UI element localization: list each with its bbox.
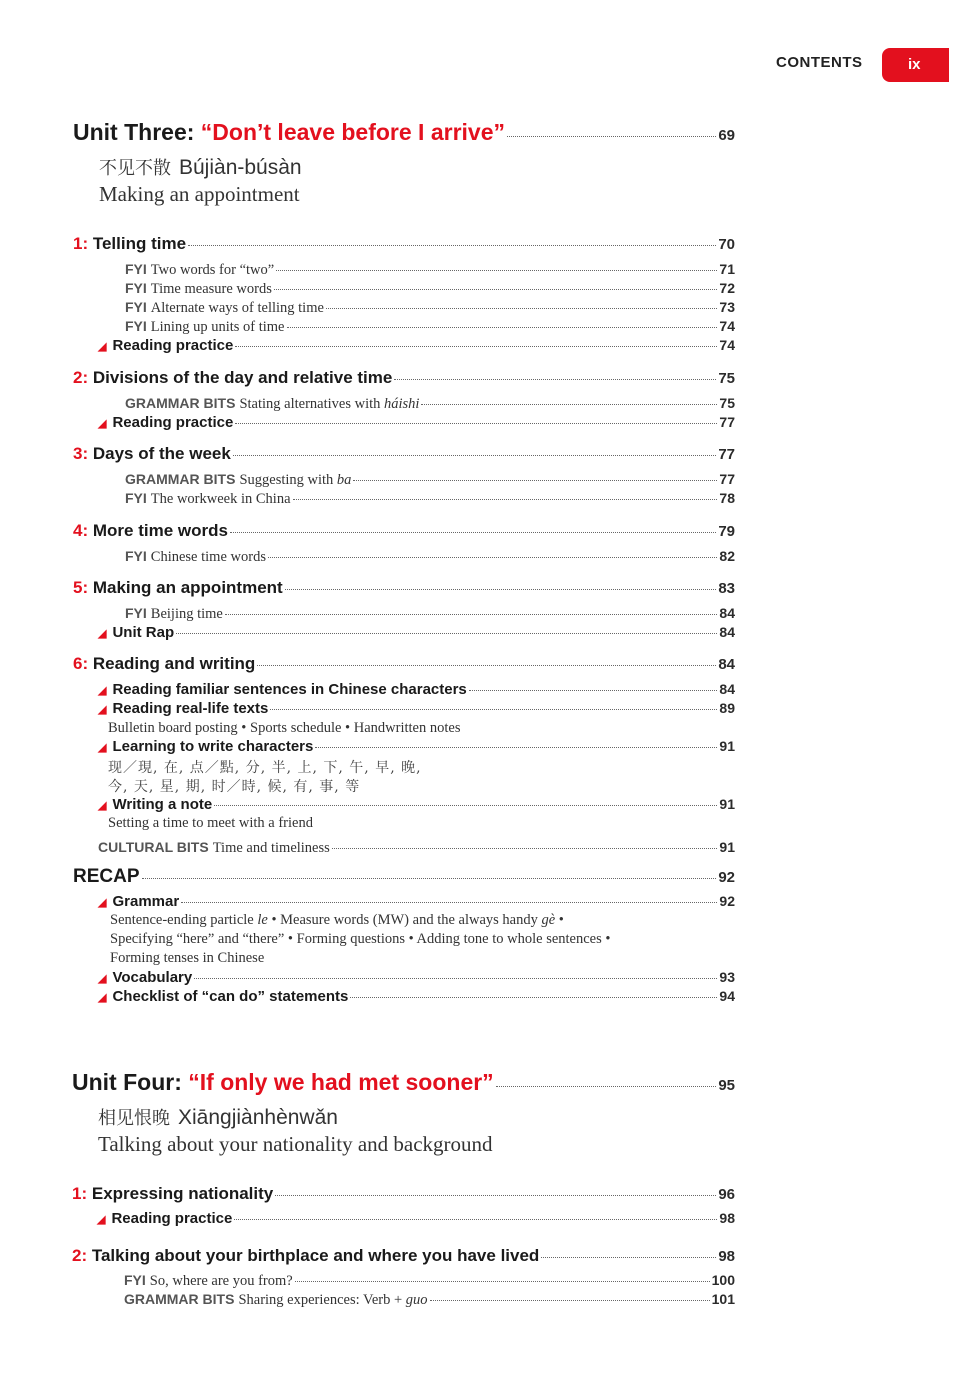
entry-text <box>125 605 223 623</box>
entry-text <box>73 654 255 674</box>
entry-text <box>125 395 419 413</box>
page-ref: 98 <box>719 1210 735 1226</box>
section-title: CONTENTS <box>776 54 863 71</box>
entry-text: Talking about your birthplace and where you have lived <box>91 1246 540 1265</box>
lesson-number: 4: <box>73 521 89 540</box>
entry-text: Sharing experiences: Verb + <box>238 1292 403 1308</box>
page-ref: 91 <box>719 738 735 754</box>
unit-chinese-title <box>99 154 302 180</box>
page-ref: 92 <box>719 893 735 909</box>
entry-text <box>98 969 192 986</box>
fyi-entry[interactable] <box>125 280 735 298</box>
page-ref: 70 <box>718 236 735 253</box>
grammar-bits-entry[interactable] <box>125 471 735 489</box>
entry-text <box>125 471 351 489</box>
dot-leader <box>235 346 717 347</box>
cultural-bits-entry[interactable] <box>98 839 735 857</box>
fyi-entry[interactable] <box>125 490 735 508</box>
fyi-entry[interactable] <box>125 261 735 279</box>
dot-leader <box>257 665 716 666</box>
entry-text: Reading practice <box>112 414 234 431</box>
entry-text: Alternate ways of telling time <box>150 300 324 316</box>
entry-text: Unit Rap <box>112 624 175 641</box>
activity-entry[interactable] <box>98 414 735 431</box>
dot-leader <box>315 747 717 748</box>
fyi-entry[interactable] <box>125 318 735 336</box>
unit-three-entry[interactable] <box>73 119 735 146</box>
entry-text: Making an appointment <box>92 578 283 597</box>
entry-text: Reading practice <box>111 1210 233 1227</box>
entry-text: So, where are you from? <box>149 1273 293 1289</box>
entry-text <box>72 1184 273 1204</box>
arrow-bullet-icon: ◢ <box>98 704 107 716</box>
entry-text: Time measure words <box>150 281 272 297</box>
page-ref: 91 <box>719 796 735 812</box>
page-ref: 73 <box>719 299 735 315</box>
unit-title <box>73 119 505 146</box>
lesson-3-entry[interactable] <box>73 444 735 464</box>
lesson-4-entry[interactable] <box>73 521 735 541</box>
entry-text: Unit Four: <box>72 1069 182 1095</box>
entry-text: Chinese time words <box>150 549 266 565</box>
entry-tag: GRAMMAR BITS <box>125 395 236 411</box>
page-ref: 93 <box>719 969 735 985</box>
entry-tag: GRAMMAR BITS <box>125 471 236 487</box>
entry-tag: FYI <box>125 548 147 564</box>
lesson-number: 3: <box>73 444 89 463</box>
page-ref: 89 <box>719 700 735 716</box>
entry-text <box>73 444 231 464</box>
entry-text <box>73 578 283 598</box>
arrow-bullet-icon: ◢ <box>98 897 107 909</box>
entry-text: Writing a note <box>112 796 213 813</box>
entry-text: Bújiàn-búsàn <box>179 156 302 179</box>
dot-leader <box>295 1281 710 1282</box>
entry-text <box>98 839 330 857</box>
lesson-number: 5: <box>73 578 89 597</box>
entry-text: Telling time <box>92 234 187 253</box>
entry-text <box>98 700 268 717</box>
dot-leader <box>235 423 717 424</box>
unit-chinese-title <box>98 1104 338 1130</box>
entry-text: Reading practice <box>112 337 234 354</box>
page-ref: 83 <box>718 580 735 597</box>
dot-leader <box>541 1257 716 1258</box>
activity-entry[interactable] <box>98 893 735 910</box>
fyi-entry[interactable] <box>125 605 735 623</box>
entry-text: • <box>558 912 564 928</box>
entry-text: Reading familiar sentences in Chinese characters <box>112 681 467 698</box>
page-ref: 101 <box>711 1291 735 1307</box>
entry-text: Xiāngjiànhènwǎn <box>178 1106 338 1129</box>
dot-leader <box>142 878 717 879</box>
arrow-bullet-icon: ◢ <box>98 742 107 754</box>
dot-leader <box>326 308 717 309</box>
grammar-bits-entry[interactable] <box>124 1291 735 1309</box>
entry-text: le <box>257 912 268 928</box>
entry-text <box>125 280 272 298</box>
entry-text <box>125 261 274 279</box>
page-ref: 92 <box>718 869 735 886</box>
page-ref: 84 <box>719 681 735 697</box>
entry-text: Stating alternatives with <box>239 396 381 412</box>
entry-tag: FYI <box>125 261 147 277</box>
entry-text: 相见恨晚 <box>98 1108 170 1129</box>
page-ref: 94 <box>719 988 735 1004</box>
arrow-bullet-icon: ◢ <box>98 341 107 353</box>
entry-text <box>124 1272 293 1290</box>
recap-grammar-topics: Specifying “here” and “there” • Forming questions • Adding tone to whole sentences • <box>110 931 611 947</box>
activity-entry[interactable] <box>98 624 735 641</box>
dot-leader <box>350 997 717 998</box>
dot-leader <box>275 1195 716 1196</box>
entry-text <box>98 414 233 431</box>
fyi-entry[interactable] <box>125 548 735 566</box>
entry-text <box>125 548 266 566</box>
character-list: 现／現, 在, 点／點, 分, 半, 上, 下, 午, 早, 晚, <box>108 760 422 776</box>
dot-leader <box>214 805 717 806</box>
page-ref: 84 <box>719 605 735 621</box>
dot-leader <box>421 404 717 405</box>
lesson-2-entry[interactable] <box>72 1246 735 1266</box>
arrow-bullet-icon: ◢ <box>98 685 107 697</box>
lesson-number: 6: <box>73 654 89 673</box>
entry-text: gè <box>541 912 556 928</box>
entry-text: Reading and writing <box>92 654 256 673</box>
arrow-bullet-icon: ◢ <box>98 418 107 430</box>
entry-text: Grammar <box>112 893 180 910</box>
fyi-entry[interactable] <box>124 1272 735 1290</box>
entry-text: ba <box>336 472 352 488</box>
dot-leader <box>332 848 718 849</box>
page-ref: 71 <box>719 261 735 277</box>
entry-tag: FYI <box>125 490 147 506</box>
entry-text <box>72 1246 539 1266</box>
entry-tag: GRAMMAR BITS <box>124 1291 235 1307</box>
page-ref: 69 <box>718 127 735 144</box>
entry-text: háishi <box>384 396 420 412</box>
activity-description: Bulletin board posting • Sports schedule • Handwritten notes <box>108 720 461 736</box>
page-ref: 75 <box>718 370 735 387</box>
recap-entry[interactable] <box>73 866 735 888</box>
entry-text: Lining up units of time <box>150 319 285 335</box>
entry-text: “If only we had met sooner” <box>188 1069 494 1095</box>
arrow-bullet-icon: ◢ <box>98 992 107 1004</box>
entry-tag: FYI <box>125 299 147 315</box>
recap-grammar-topics <box>110 912 564 929</box>
page-ref: 78 <box>719 490 735 506</box>
arrow-bullet-icon: ◢ <box>97 1214 106 1226</box>
dot-leader <box>430 1300 710 1301</box>
entry-text: Divisions of the day and relative time <box>92 368 393 387</box>
dot-leader <box>469 690 718 691</box>
dot-leader <box>285 589 717 590</box>
dot-leader <box>188 245 716 246</box>
dot-leader <box>268 557 717 558</box>
page-ref: 84 <box>718 656 735 673</box>
entry-text: “Don’t leave before I arrive” <box>200 119 506 145</box>
entry-tag: FYI <box>125 318 147 334</box>
lesson-number: 1: <box>73 234 89 253</box>
unit-four-entry[interactable] <box>72 1069 735 1096</box>
page-ref: 96 <box>718 1186 735 1203</box>
entry-text: 不见不散 <box>99 158 171 179</box>
entry-text <box>97 1210 232 1227</box>
dot-leader <box>270 709 717 710</box>
dot-leader <box>276 270 717 271</box>
page-ref: 84 <box>719 624 735 640</box>
page-ref: 79 <box>718 523 735 540</box>
entry-text: Vocabulary <box>112 969 193 986</box>
dot-leader <box>230 532 716 533</box>
entry-text: Expressing nationality <box>91 1184 274 1203</box>
activity-entry[interactable] <box>98 681 735 698</box>
recap-grammar-topics: Forming tenses in Chinese <box>110 950 265 966</box>
lesson-6-entry[interactable] <box>73 654 735 674</box>
entry-text: • Measure words (MW) and the always handy <box>271 912 538 928</box>
entry-text <box>125 490 291 508</box>
page-number-tab: ix <box>882 48 949 82</box>
page-ref: 77 <box>718 446 735 463</box>
unit-subtitle: Making an appointment <box>99 182 300 206</box>
entry-text <box>98 681 467 698</box>
page-ref: 100 <box>711 1272 735 1288</box>
page-ref: 77 <box>719 414 735 430</box>
dot-leader <box>293 499 718 500</box>
lesson-2-entry[interactable] <box>73 368 735 388</box>
lesson-1-entry[interactable] <box>72 1184 735 1204</box>
dot-leader <box>274 289 718 290</box>
dot-leader <box>234 1219 717 1220</box>
dot-leader <box>496 1086 717 1087</box>
activity-entry[interactable] <box>98 700 735 717</box>
dot-leader <box>225 614 718 615</box>
entry-text: Two words for “two” <box>150 262 275 278</box>
arrow-bullet-icon: ◢ <box>98 628 107 640</box>
page-ref: 74 <box>719 337 735 353</box>
arrow-bullet-icon: ◢ <box>98 973 107 985</box>
activity-entry[interactable] <box>98 988 735 1005</box>
activity-entry[interactable] <box>97 1210 735 1227</box>
activity-description: Setting a time to meet with a friend <box>108 815 313 831</box>
page-ref: 82 <box>719 548 735 564</box>
dot-leader <box>287 327 718 328</box>
entry-tag: FYI <box>125 605 147 621</box>
entry-text: Learning to write characters <box>112 738 314 755</box>
entry-text <box>125 299 324 317</box>
entry-text: The workweek in China <box>150 491 291 507</box>
grammar-bits-entry[interactable] <box>125 395 735 413</box>
entry-tag: FYI <box>125 280 147 296</box>
entry-text: Sentence-ending particle <box>110 912 254 928</box>
fyi-entry[interactable] <box>125 299 735 317</box>
entry-text: Suggesting with <box>239 472 334 488</box>
lesson-number: 2: <box>73 368 89 387</box>
entry-text <box>98 988 348 1005</box>
dot-leader <box>507 136 716 137</box>
entry-text <box>98 337 233 354</box>
page-ref: 74 <box>719 318 735 334</box>
entry-text: Checklist of “can do” statements <box>112 988 349 1005</box>
entry-text: More time words <box>92 521 228 540</box>
entry-text: Beijing time <box>150 606 223 622</box>
entry-text <box>124 1291 428 1309</box>
entry-text: Days of the week <box>92 444 231 463</box>
entry-text <box>73 368 392 388</box>
activity-entry[interactable] <box>98 796 735 813</box>
character-list: 今, 天, 星, 期, 时／時, 候, 有, 事, 等 <box>108 779 361 795</box>
dot-leader <box>176 633 717 634</box>
page-ref: 98 <box>718 1248 735 1265</box>
entry-text <box>98 796 212 813</box>
entry-text <box>125 318 285 336</box>
entry-text <box>98 624 174 641</box>
entry-text: Unit Three: <box>73 119 195 145</box>
dot-leader <box>353 480 717 481</box>
dot-leader <box>233 455 717 456</box>
activity-entry[interactable] <box>98 969 735 986</box>
dot-leader <box>181 902 717 903</box>
page-ref: 91 <box>719 839 735 855</box>
entry-text: Reading real-life texts <box>112 700 269 717</box>
entry-tag: FYI <box>124 1272 146 1288</box>
entry-text <box>98 738 313 755</box>
page-ref: 77 <box>719 471 735 487</box>
entry-text: Time and timeliness <box>212 840 330 856</box>
entry-text <box>98 893 179 910</box>
lesson-number: 2: <box>72 1246 88 1265</box>
page-ref: 75 <box>719 395 735 411</box>
lesson-1-entry[interactable] <box>73 234 735 254</box>
activity-entry[interactable] <box>98 738 735 755</box>
page-ref: 95 <box>718 1077 735 1094</box>
entry-text: guo <box>405 1292 428 1308</box>
entry-text <box>73 521 228 541</box>
activity-entry[interactable] <box>98 337 735 354</box>
lesson-5-entry[interactable] <box>73 578 735 598</box>
entry-tag: CULTURAL BITS <box>98 839 209 855</box>
lesson-number: 1: <box>72 1184 88 1203</box>
dot-leader <box>394 379 716 380</box>
unit-subtitle: Talking about your nationality and background <box>98 1132 493 1156</box>
entry-text <box>73 234 186 254</box>
entry-text: RECAP <box>73 866 140 887</box>
page-ref: 72 <box>719 280 735 296</box>
dot-leader <box>194 978 717 979</box>
arrow-bullet-icon: ◢ <box>98 800 107 812</box>
unit-title <box>72 1069 494 1096</box>
